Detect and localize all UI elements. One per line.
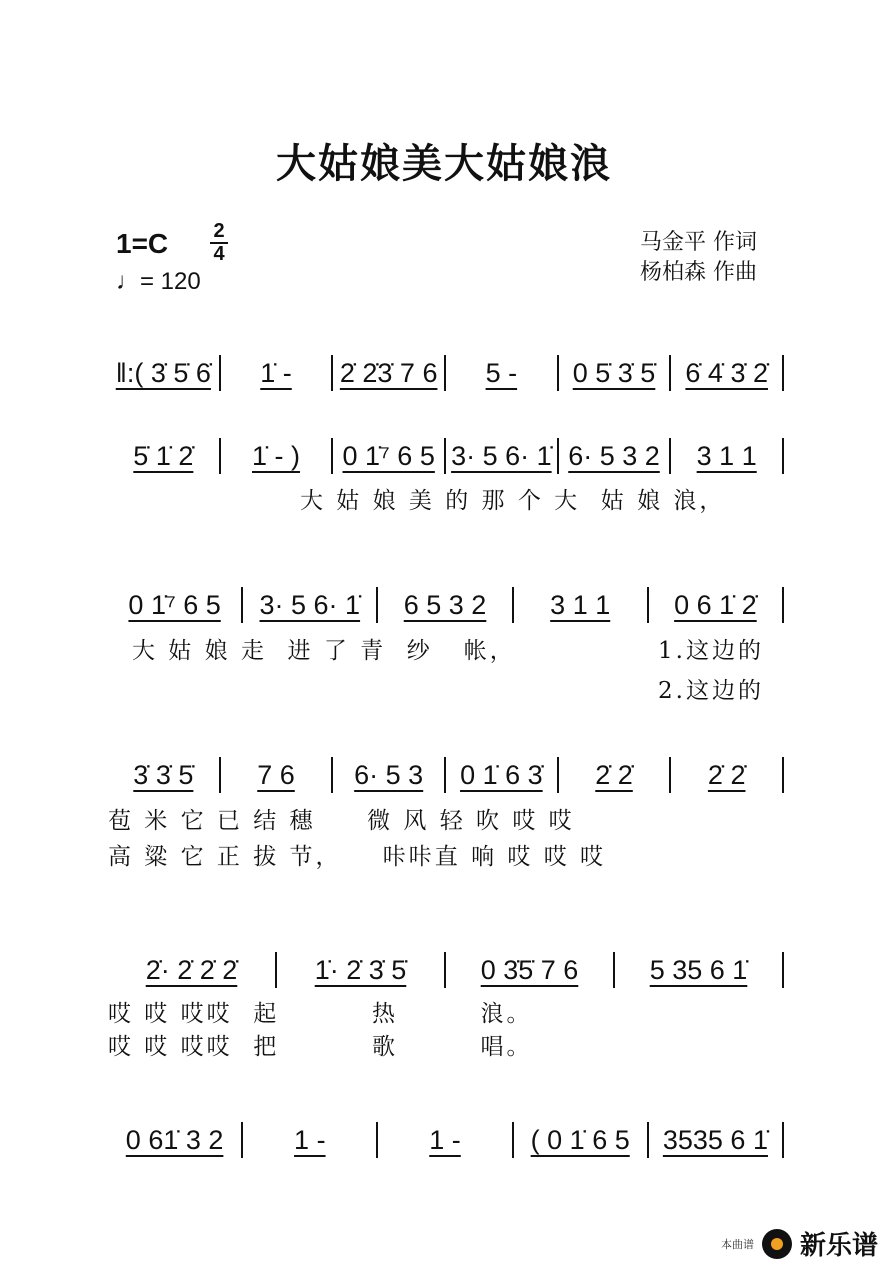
lyric-line: 1.这边的	[658, 638, 764, 664]
measure: 3535 6 1̇	[662, 1124, 768, 1155]
measure: 0 5̇ 3̇ 5̇	[572, 357, 656, 388]
measure: 3 1 1	[550, 589, 611, 620]
barline	[782, 952, 784, 988]
meter-top: 2	[213, 220, 225, 242]
measure: 0 3̇5̇ 7 6	[480, 954, 579, 985]
measure: 3· 5 6· 1̇	[451, 440, 552, 471]
measure: 1 -	[294, 1124, 326, 1155]
measure: 2̇ 2̇	[595, 759, 633, 790]
measure: 5̇ 1̇ 2̇	[133, 440, 194, 471]
key-signature: 1=C	[116, 228, 169, 259]
song-title: 大姑娘美大姑娘浪	[276, 140, 612, 187]
measure: 2̇· 2̇ 2̇ 2̇	[145, 954, 238, 985]
score-system	[108, 436, 784, 476]
measure: 2̇ 2̇3̇ 7 6	[339, 357, 438, 388]
measure: 3· 5 6· 1̇	[259, 589, 361, 620]
lyricist: 马金平 作词	[640, 230, 757, 255]
measure: ‖:( 3̇ 5̇ 6̇	[115, 357, 211, 388]
barline	[782, 1122, 784, 1158]
score-system	[108, 353, 784, 393]
measure: 6̇ 4̇ 3̇ 2̇	[685, 357, 768, 388]
measure: 2̇ 2̇	[707, 759, 746, 790]
measure: 3̇ 3̇ 5̇	[133, 759, 194, 790]
barline	[782, 587, 784, 623]
measure: 1̇ -	[260, 357, 292, 388]
measure: 0 1̇ 6 3̇	[460, 759, 543, 790]
measure: 0 1̇⁷ 6 5	[128, 589, 221, 620]
footer-logo	[721, 1225, 878, 1262]
footer-prefix: 本曲谱	[720, 1237, 754, 1251]
lyric-line: 高 粱 它 正 拔 节， 咔咔直 响 哎 哎 哎	[108, 844, 607, 870]
measure: 6· 5 3 2	[568, 440, 660, 471]
lyric-line: 苞 米 它 已 结 穗 微 风 轻 吹 哎 哎	[108, 808, 575, 834]
measure: 0 1̇⁷ 6 5	[342, 440, 435, 471]
measure: 5 35 6 1̇	[649, 954, 748, 985]
meter-bottom: 4	[213, 243, 225, 265]
lyric-line: 哎 哎 哎哎 把 歌 唱。	[108, 1034, 533, 1060]
tempo-marking: ♩= 120	[116, 268, 201, 295]
barline	[782, 757, 784, 793]
lyric-line: 大 姑 娘 走 进 了 青 纱 帐，	[132, 638, 516, 664]
measure: 5 -	[485, 357, 518, 388]
score-system	[108, 585, 784, 625]
measure: 3 1 1	[696, 440, 757, 471]
measure: 6 5 3 2	[403, 589, 487, 620]
measure: 0 61̇ 3 2	[125, 1124, 224, 1155]
composer: 杨柏森 作曲	[640, 260, 757, 285]
barline	[782, 355, 784, 391]
lyric-line: 大 姑 娘 美 的 那 个 大 姑 娘 浪，	[300, 488, 726, 514]
lyric-line: 2.这边的	[658, 678, 764, 704]
measure: 6· 5 3	[354, 759, 424, 790]
measure: ( 0 1̇ 6 5	[530, 1124, 630, 1155]
footer-brand: 新乐谱	[799, 1231, 878, 1261]
lyric-line: 哎 哎 哎哎 起 热 浪。	[108, 1001, 533, 1027]
time-signature	[210, 222, 228, 264]
credits	[640, 228, 757, 288]
measure: 1 -	[429, 1124, 461, 1155]
score-system	[108, 1120, 784, 1160]
measure: 0 6 1̇ 2̇	[674, 589, 757, 620]
score-system	[108, 755, 784, 795]
score-system	[108, 950, 784, 990]
measure: 1̇ - )	[252, 440, 301, 471]
measure: 1̇· 2̇ 3̇ 5̇	[314, 954, 407, 985]
barline	[782, 438, 784, 474]
measure: 7 6	[257, 759, 295, 790]
vinyl-record-icon	[762, 1229, 792, 1259]
